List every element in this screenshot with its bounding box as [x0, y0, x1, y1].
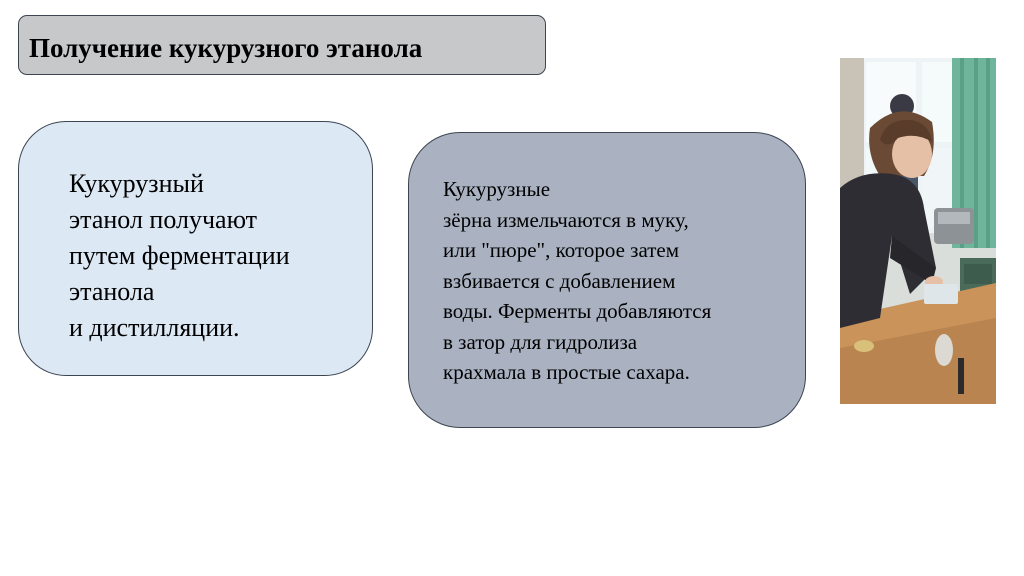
right-card-line: в затор для гидролиза: [443, 329, 638, 354]
lab-photo-illustration: [840, 58, 996, 404]
left-card-text: [69, 166, 290, 346]
left-card-line: этанол получают: [69, 205, 258, 234]
title-box: [18, 15, 546, 75]
right-card-line: взбивается с добавлением: [443, 268, 676, 293]
left-card-line: путем ферментации: [69, 241, 290, 270]
right-text-card: [408, 132, 806, 428]
left-card-line: и дистилляции.: [69, 313, 240, 342]
right-card-line: воды. Ферменты добавляются: [443, 299, 712, 323]
slide-title: Получение кукурузного этанола: [29, 33, 423, 63]
left-card-line: Кукурузный: [69, 169, 204, 198]
right-card-line: зёрна измельчаются в муку,: [443, 207, 689, 232]
right-card-line: или "пюре", которое затем: [443, 238, 680, 262]
lab-photo: [840, 58, 996, 404]
left-card-line: этанола: [69, 277, 155, 306]
right-card-line: Кукурузные: [443, 177, 551, 201]
left-text-card: [18, 121, 373, 376]
right-card-line: крахмала в простые сахара.: [443, 360, 690, 384]
right-card-text: [443, 174, 711, 388]
